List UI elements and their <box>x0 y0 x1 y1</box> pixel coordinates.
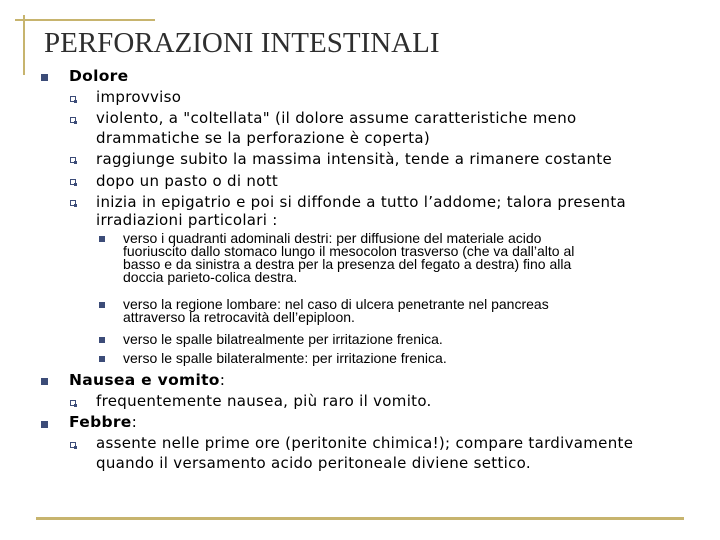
level1-bullet-icon <box>41 378 48 385</box>
sub-list-item <box>123 232 574 284</box>
section-heading-suffix: : <box>131 413 138 431</box>
list-item-continuation: quando il versamento acido peritoneale diviene settico. <box>96 454 531 472</box>
level2-bullet-icon <box>70 442 76 448</box>
sub-list-item: verso le spalle bilateralmente: per irritazione frenica. <box>123 350 447 366</box>
level2-bullet-icon <box>70 117 76 123</box>
level3-bullet-icon <box>99 356 105 362</box>
list-item: inizia in epigatrio e poi si diffonde a tutto l’addome; talora presenta <box>96 193 627 211</box>
section-heading-suffix: : <box>219 371 226 389</box>
sub-list-line: verso i quadranti adominali destri: per diffusione del materiale acido <box>123 230 542 246</box>
sub-list-line: verso la regione lombare: nel caso di ulcera penetrante nel pancreas <box>123 296 549 312</box>
frame-vertical-rule <box>23 15 25 75</box>
level2-bullet-icon <box>70 157 76 163</box>
list-item-continuation: drammatiche se la perforazione è coperta) <box>96 129 431 147</box>
level2-bullet-icon <box>70 179 76 185</box>
sub-list-item: verso le spalle bilatrealmente per irritazione frenica. <box>123 331 443 347</box>
level1-bullet-icon <box>41 74 48 81</box>
sub-list-line: attraverso la retrocavità dell’epiploon. <box>123 309 355 325</box>
sub-list-line: fuoriuscito dallo stomaco lungo il mesocolon trasverso (che va dall’alto al <box>123 243 575 259</box>
frame-horizontal-rule <box>15 19 155 21</box>
list-item: improvviso <box>96 88 182 106</box>
level2-bullet-icon <box>70 96 76 102</box>
list-item: raggiunge subito la massima intensità, tende a rimanere costante <box>96 150 613 168</box>
list-item: frequentemente nausea, più raro il vomito. <box>96 392 432 410</box>
bottom-rule <box>36 517 684 520</box>
level1-bullet-icon <box>41 421 48 428</box>
section-heading-nausea <box>69 371 225 389</box>
list-item: violento, a "coltellata" (il dolore assume caratteristiche meno <box>96 109 577 127</box>
level3-bullet-icon <box>99 302 105 308</box>
list-item-continuation: irradiazioni particolari : <box>96 211 278 229</box>
sub-list-line: basso e da sinistra a destra per la presenza del fegato a destra) fino alla <box>123 256 572 272</box>
section-heading-febbre <box>69 413 137 431</box>
list-item: assente nelle prime ore (peritonite chimica!); compare tardivamente <box>96 434 634 452</box>
list-item: dopo un pasto o di nott <box>96 172 279 190</box>
slide-title: PERFORAZIONI INTESTINALI <box>44 27 440 59</box>
level2-bullet-icon <box>70 400 76 406</box>
sub-list-item <box>123 298 549 324</box>
section-heading-dolore: Dolore <box>69 67 129 85</box>
section-heading-text: Febbre <box>69 413 132 431</box>
sub-list-line: doccia parieto-colica destra. <box>123 269 298 285</box>
level3-bullet-icon <box>99 337 105 343</box>
level3-bullet-icon <box>99 236 105 242</box>
section-heading-text: Nausea e vomito <box>69 371 220 389</box>
level2-bullet-icon <box>70 200 76 206</box>
